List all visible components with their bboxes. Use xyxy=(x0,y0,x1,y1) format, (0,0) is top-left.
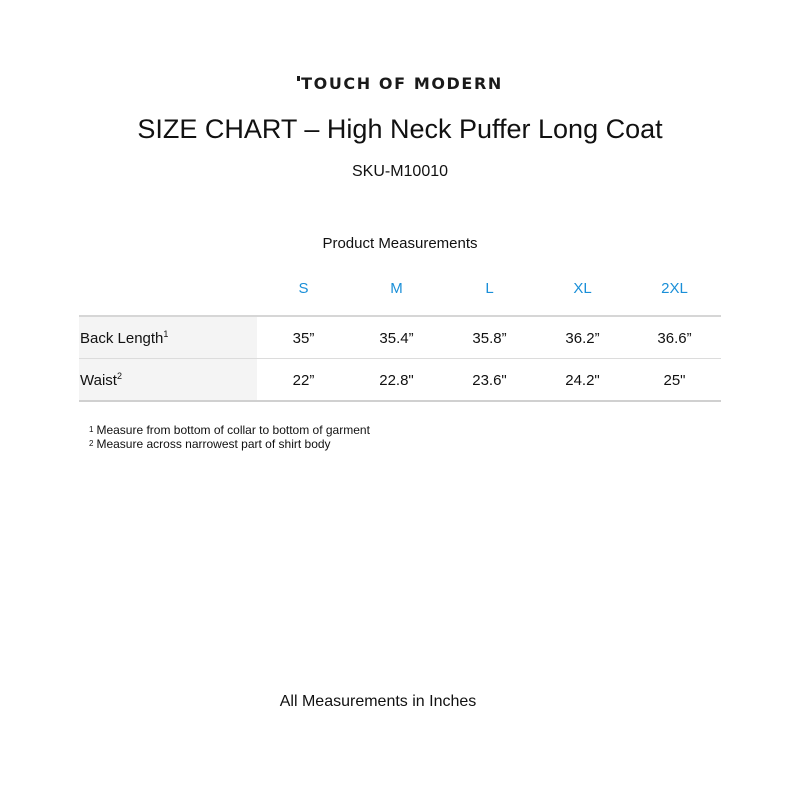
row-label-text: Waist xyxy=(80,372,117,389)
size-header-xl: XL xyxy=(573,280,592,297)
section-title: Product Measurements xyxy=(322,235,478,252)
size-header-m: M xyxy=(390,280,403,297)
table-cell: 23.6" xyxy=(472,372,507,389)
table-cell: 36.6” xyxy=(657,330,692,347)
size-header-l: L xyxy=(485,280,494,297)
measurement-unit-note: All Measurements in Inches xyxy=(279,693,477,710)
footnotes xyxy=(89,423,370,451)
table-cell: 35” xyxy=(292,330,315,347)
table-cell: 22.8" xyxy=(379,372,414,389)
footnote-mark: 1 xyxy=(163,329,169,339)
row-label-back-length xyxy=(79,317,257,358)
footnote-mark: 1 xyxy=(89,425,94,434)
footnote-text: Measure across narrowest part of shirt body xyxy=(96,437,331,451)
page-title: SIZE CHART – High Neck Puffer Long Coat xyxy=(137,114,663,144)
size-header-row xyxy=(79,272,721,317)
size-chart-table xyxy=(79,272,721,402)
table-cell: 24.2" xyxy=(565,372,600,389)
row-label-text: Back Length xyxy=(80,330,164,347)
footnote-text: Measure from bottom of collar to bottom of garment xyxy=(96,423,370,437)
sku-label: SKU-M10010 xyxy=(351,163,449,180)
footnote-1 xyxy=(89,423,370,437)
table-cell: 25" xyxy=(663,372,686,389)
footnote-mark: 2 xyxy=(116,371,122,381)
table-cell: 35.8” xyxy=(472,330,507,347)
logo-mark-icon xyxy=(297,76,300,81)
table-row-waist xyxy=(79,359,721,402)
footnote-2 xyxy=(89,437,370,451)
footnote-mark: 2 xyxy=(89,439,94,448)
size-header-2xl: 2XL xyxy=(661,280,688,297)
row-label-waist xyxy=(79,359,257,400)
table-cell: 35.4” xyxy=(379,330,414,347)
size-header-s: S xyxy=(298,280,309,297)
table-row-back-length xyxy=(79,317,721,359)
table-cell: 36.2” xyxy=(565,330,600,347)
table-cell: 22” xyxy=(292,372,315,389)
brand-name: TOUCH OF MODERN xyxy=(301,74,503,93)
brand-logo xyxy=(0,74,800,93)
